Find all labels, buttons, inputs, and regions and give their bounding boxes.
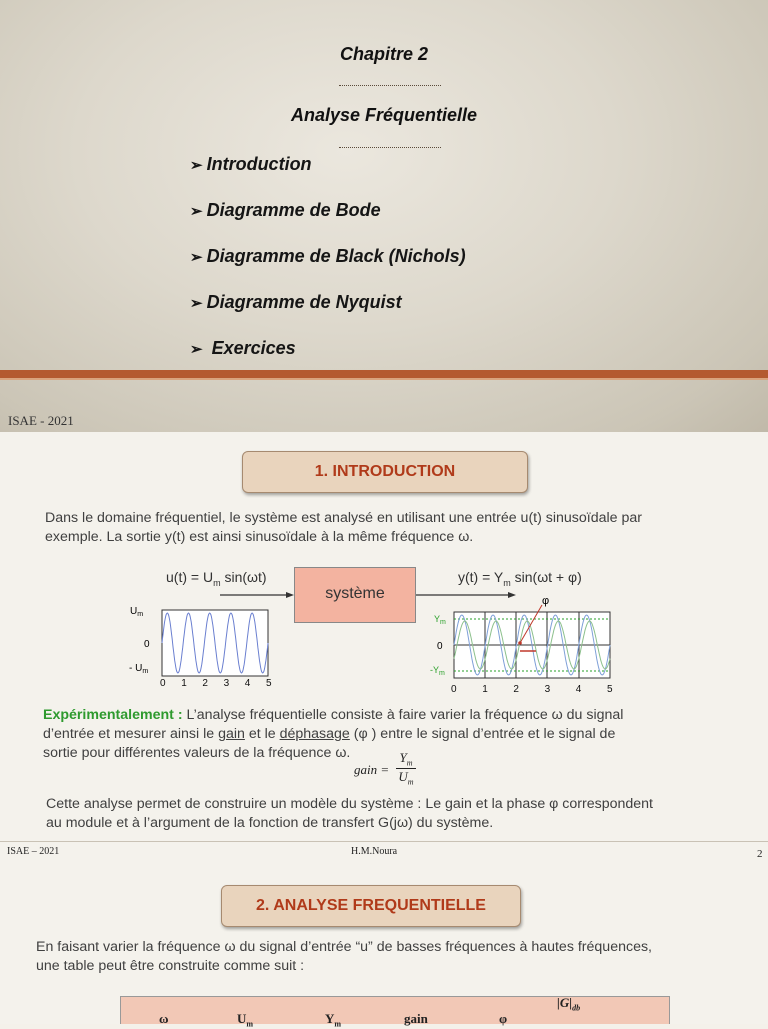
- output-signal-label: $y(t) = Y_m$ sin(ωt + φ): [458, 569, 582, 588]
- toc-item-bode: ➢ Diagramme de Bode: [190, 200, 381, 220]
- x-tick-label: 1: [482, 684, 488, 695]
- x-tick-label: 3: [223, 678, 230, 689]
- output-sine-plot: [424, 596, 624, 696]
- arrow-bullet-icon: ➢: [190, 203, 203, 220]
- footer-divider: [0, 841, 768, 842]
- y-label-zero: 0: [437, 641, 443, 652]
- toc-item-exercices: ➢ Exercices: [190, 338, 296, 358]
- dotted-divider: [339, 147, 441, 148]
- x-tick-label: 4: [244, 678, 251, 689]
- input-sine-plot: [128, 598, 278, 688]
- y-label-minus-ym: $-Y_m$: [430, 665, 445, 677]
- arrow-bullet-icon: ➢: [190, 341, 203, 358]
- table-intro-paragraph: En faisant varier la fréquence ω du signal d’entrée “u” de basses fréquences à hautes fréquences, une table peut être construite comme suit :: [36, 939, 652, 974]
- gain-formula: gain = $\frac{Y_m}{U_m}$: [354, 750, 414, 787]
- page-number: 2: [757, 848, 763, 860]
- y-label-um: $U_m$: [130, 606, 144, 618]
- chapter-subtitle: Analyse Fréquentielle: [290, 105, 478, 125]
- conclusion-paragraph: Cette analyse permet de construire un modèle du système : Le gain et la phase φ correspondent au module et à l’argument de la fonction de transfert G(jω) du système.: [46, 796, 654, 831]
- input-signal-label: $u(t) = U_m$ sin(ωt): [166, 569, 267, 588]
- intro-paragraph: Dans le domaine fréquentiel, le système est analysé en utilisant une entrée u(t) sinusoïdale par exemple. La sortie y(t) est ainsi sinusoïdale à la même fréquence ω.: [45, 510, 643, 545]
- y-label-minus-um: - $U_m$: [129, 663, 149, 675]
- toc-item-nyquist: ➢ Diagramme de Nyquist: [190, 292, 402, 312]
- section-title: 2. ANALYSE FREQUENTIELLE: [221, 885, 521, 927]
- slide-footer: ISAE - 2021: [8, 413, 74, 428]
- x-tick-label: 0: [160, 678, 166, 689]
- accent-band-light: [0, 378, 768, 380]
- chapter-title: Chapitre 2: [339, 44, 429, 64]
- col-um: $U_m$: [237, 1011, 254, 1029]
- toc-item-black: ➢ Diagramme de Black (Nichols): [190, 246, 466, 266]
- toc-item-introduction: ➢ Introduction: [190, 154, 312, 174]
- arrow-bullet-icon: ➢: [190, 249, 203, 266]
- col-ym: $Y_m$: [325, 1011, 342, 1029]
- x-tick-label: 3: [544, 684, 551, 695]
- y-label-ym: $Y_m$: [434, 614, 446, 626]
- y-label-zero: 0: [144, 639, 150, 650]
- x-tick-label: 5: [266, 678, 272, 689]
- x-tick-label: 1: [181, 678, 187, 689]
- arrow-bullet-icon: ➢: [190, 295, 203, 312]
- footer-author: H.M.Noura: [351, 846, 398, 857]
- dotted-divider: [339, 85, 441, 86]
- col-gdb: $|G|_{db}$: [557, 995, 581, 1013]
- slide-frequency-analysis: [0, 864, 768, 1029]
- arrow-bullet-icon: ➢: [190, 157, 203, 174]
- slide-title: [0, 0, 768, 432]
- x-tick-label: 0: [451, 684, 457, 695]
- col-gain: gain: [404, 1011, 428, 1026]
- experiment-paragraph: Expérimentalement : L’analyse fréquentielle consiste à faire varier la fréquence ω du signal d’entrée et mesurer ainsi le gain et le déphasage (φ ) entre le signal d’entrée et le signal de sortie pour différentes valeurs de la fréquence ω.: [43, 707, 624, 761]
- accent-band: [0, 370, 768, 378]
- section-title: 1. INTRODUCTION: [242, 451, 528, 493]
- slide-introduction: [0, 432, 768, 864]
- footer-left: ISAE – 2021: [7, 846, 60, 857]
- x-tick-label: 2: [513, 684, 519, 695]
- x-tick-label: 4: [575, 684, 582, 695]
- x-tick-label: 2: [202, 678, 208, 689]
- phi-label: φ: [542, 595, 550, 607]
- x-tick-label: 5: [607, 684, 613, 695]
- system-block: système: [294, 567, 416, 623]
- col-omega: ω: [159, 1011, 169, 1026]
- frequency-table-header: [120, 995, 670, 1029]
- col-phi: φ: [499, 1011, 508, 1026]
